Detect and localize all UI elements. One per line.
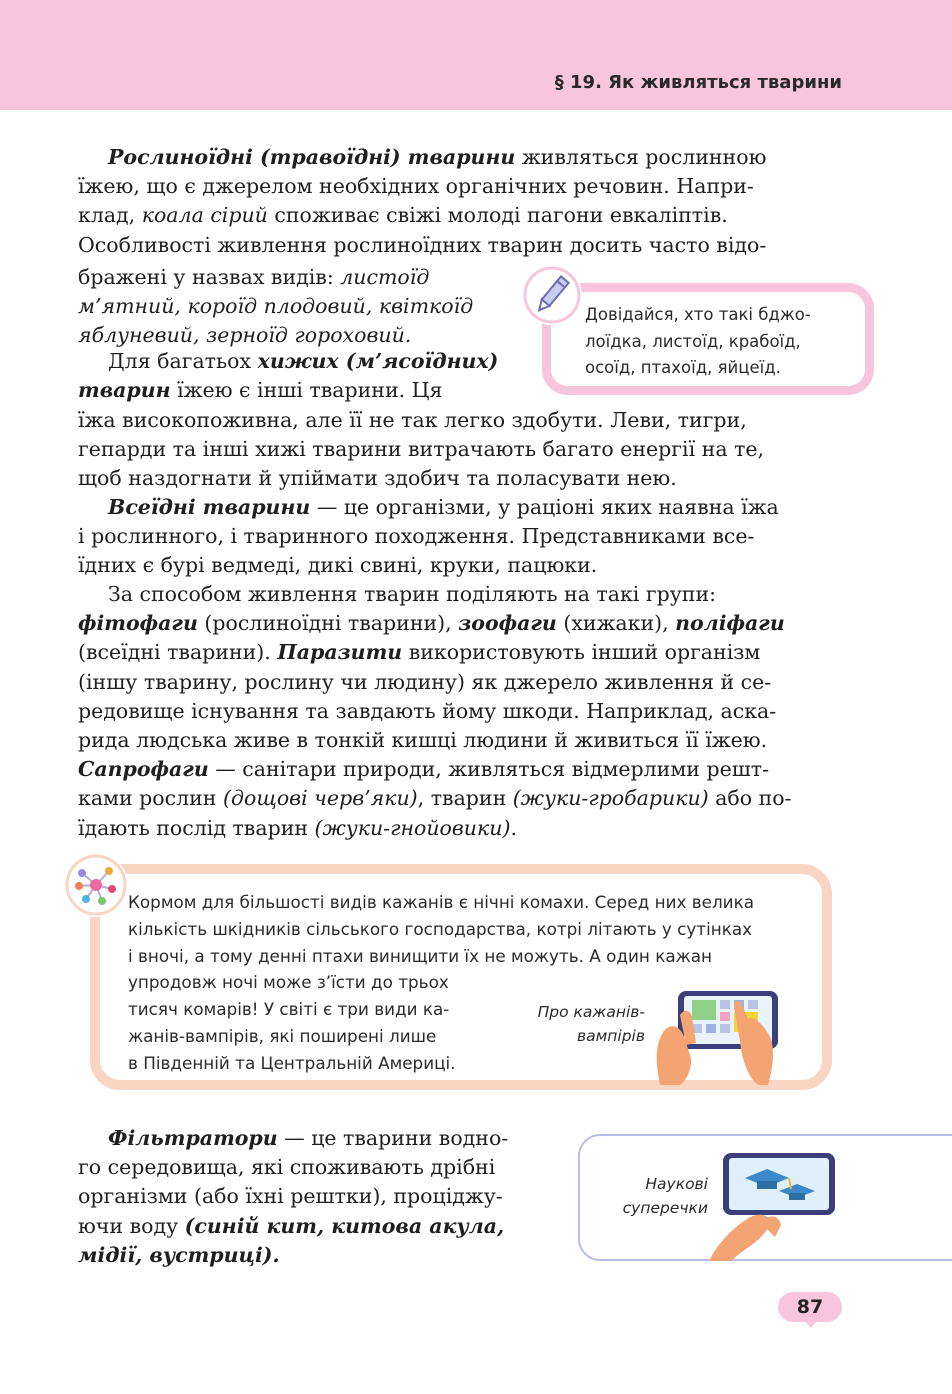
paragraph-filter-feeders: Фільтратори — це тварини водно- го середовища, які споживають дрібні організми (або їхні рештки), проціджу- ючи воду (синій кит, китова акула, мідії, вустриці). (78, 1126, 509, 1267)
term-carnivores: хижих (м’ясоїдних) (257, 349, 499, 373)
tablet-hands-icon[interactable] (650, 985, 790, 1091)
science-link-label[interactable]: Наукові суперечки (622, 1175, 708, 1217)
molecule-icon (64, 853, 128, 917)
paragraph-omnivores: Всеїдні тварини — це організми, у раціоні яких наявна їжа і рослинного, і тваринного походження. Представниками все- їдних є бурі ведмеді, дикі свині, круки, пацюки. (78, 495, 779, 578)
tablet-graduation-cap-icon[interactable] (705, 1145, 845, 1265)
bats-link-label[interactable]: Про кажанів- вампірів (537, 1003, 645, 1045)
page-number-badge (778, 1292, 842, 1334)
term-filter-feeders: Фільтратори (108, 1126, 278, 1150)
bats-info-text: Кормом для більшості видів кажанів є нічні комахи. Серед них велика кількість шкідників сільського господарства, котрі літають у сутінках і вночі, а тому денні птахи винищити їх не можуть. А один кажан упродовж ночі може з’їсти до трьох тисяч комарів! У світі є три види ка- жанів-вампірів, які поширені лише в Південній та Центральній Америці. (128, 892, 755, 1073)
header-band (0, 0, 952, 110)
paragraph-carnivores: Для багатьох хижих (м’ясоїдних) тварин їжею є інші тварини. Ця (78, 349, 499, 403)
paragraph-groups: За способом живлення тварин поділяють на такі групи: фітофаги (рослиноїдні тварини), зоофаги (хижаки), поліфаги (всеїдні тварини). Паразити використовують інший організм (іншу тварину, рослину чи людину) як джерело живлення й се- редовище існування та завдають йому шкоди. Наприклад, аска- рида людська живе в тонкій кишці людини й живиться її їжею. Сапрофаги — санітари природи, живляться відмерлими решт- ками рослин (дощові черв’яки), тварин (жуки-гробарики) або по- їдають послід тварин (жуки-гнойовики). (78, 582, 792, 840)
note-text: Довідайся, хто такі бджо- лоїдка, листоїд, крабоїд, осоїд, птахоїд, яйцеїд. (585, 305, 811, 377)
section-title: § 19. Як живляться тварини (554, 72, 842, 93)
paragraph-carnivores-cont: їжа високопоживна, але її не так легко здобути. Леви, тигри, гепарди та інші хижі тварини витрачають багато енергії на те, щоб наздогнати й упіймати здобич та поласувати нею. (78, 408, 765, 491)
page-number-tail (804, 1320, 818, 1328)
paragraph-herbivores-cont: бражені у назвах видів: листоїд м’ятний, короїд плодовий, квіткоїд яблуневий, зерноїд гороховий. (78, 265, 474, 348)
pencil-icon (522, 265, 582, 325)
paragraph-herbivores: Рослиноїдні (травоїдні) тварини живляться рослинною їжею, що є джерелом необхідних органічних речовин. Напри- клад, коала сірий споживає свіжі молоді пагони евкаліптів. Особливості живлення рослиноїдних тварин досить часто відо- (78, 145, 767, 257)
page-number: 87 (778, 1292, 842, 1322)
term-omnivores: Всеїдні тварини (108, 495, 311, 519)
term-herbivores: Рослиноїдні (травоїдні) тварини (108, 145, 516, 169)
